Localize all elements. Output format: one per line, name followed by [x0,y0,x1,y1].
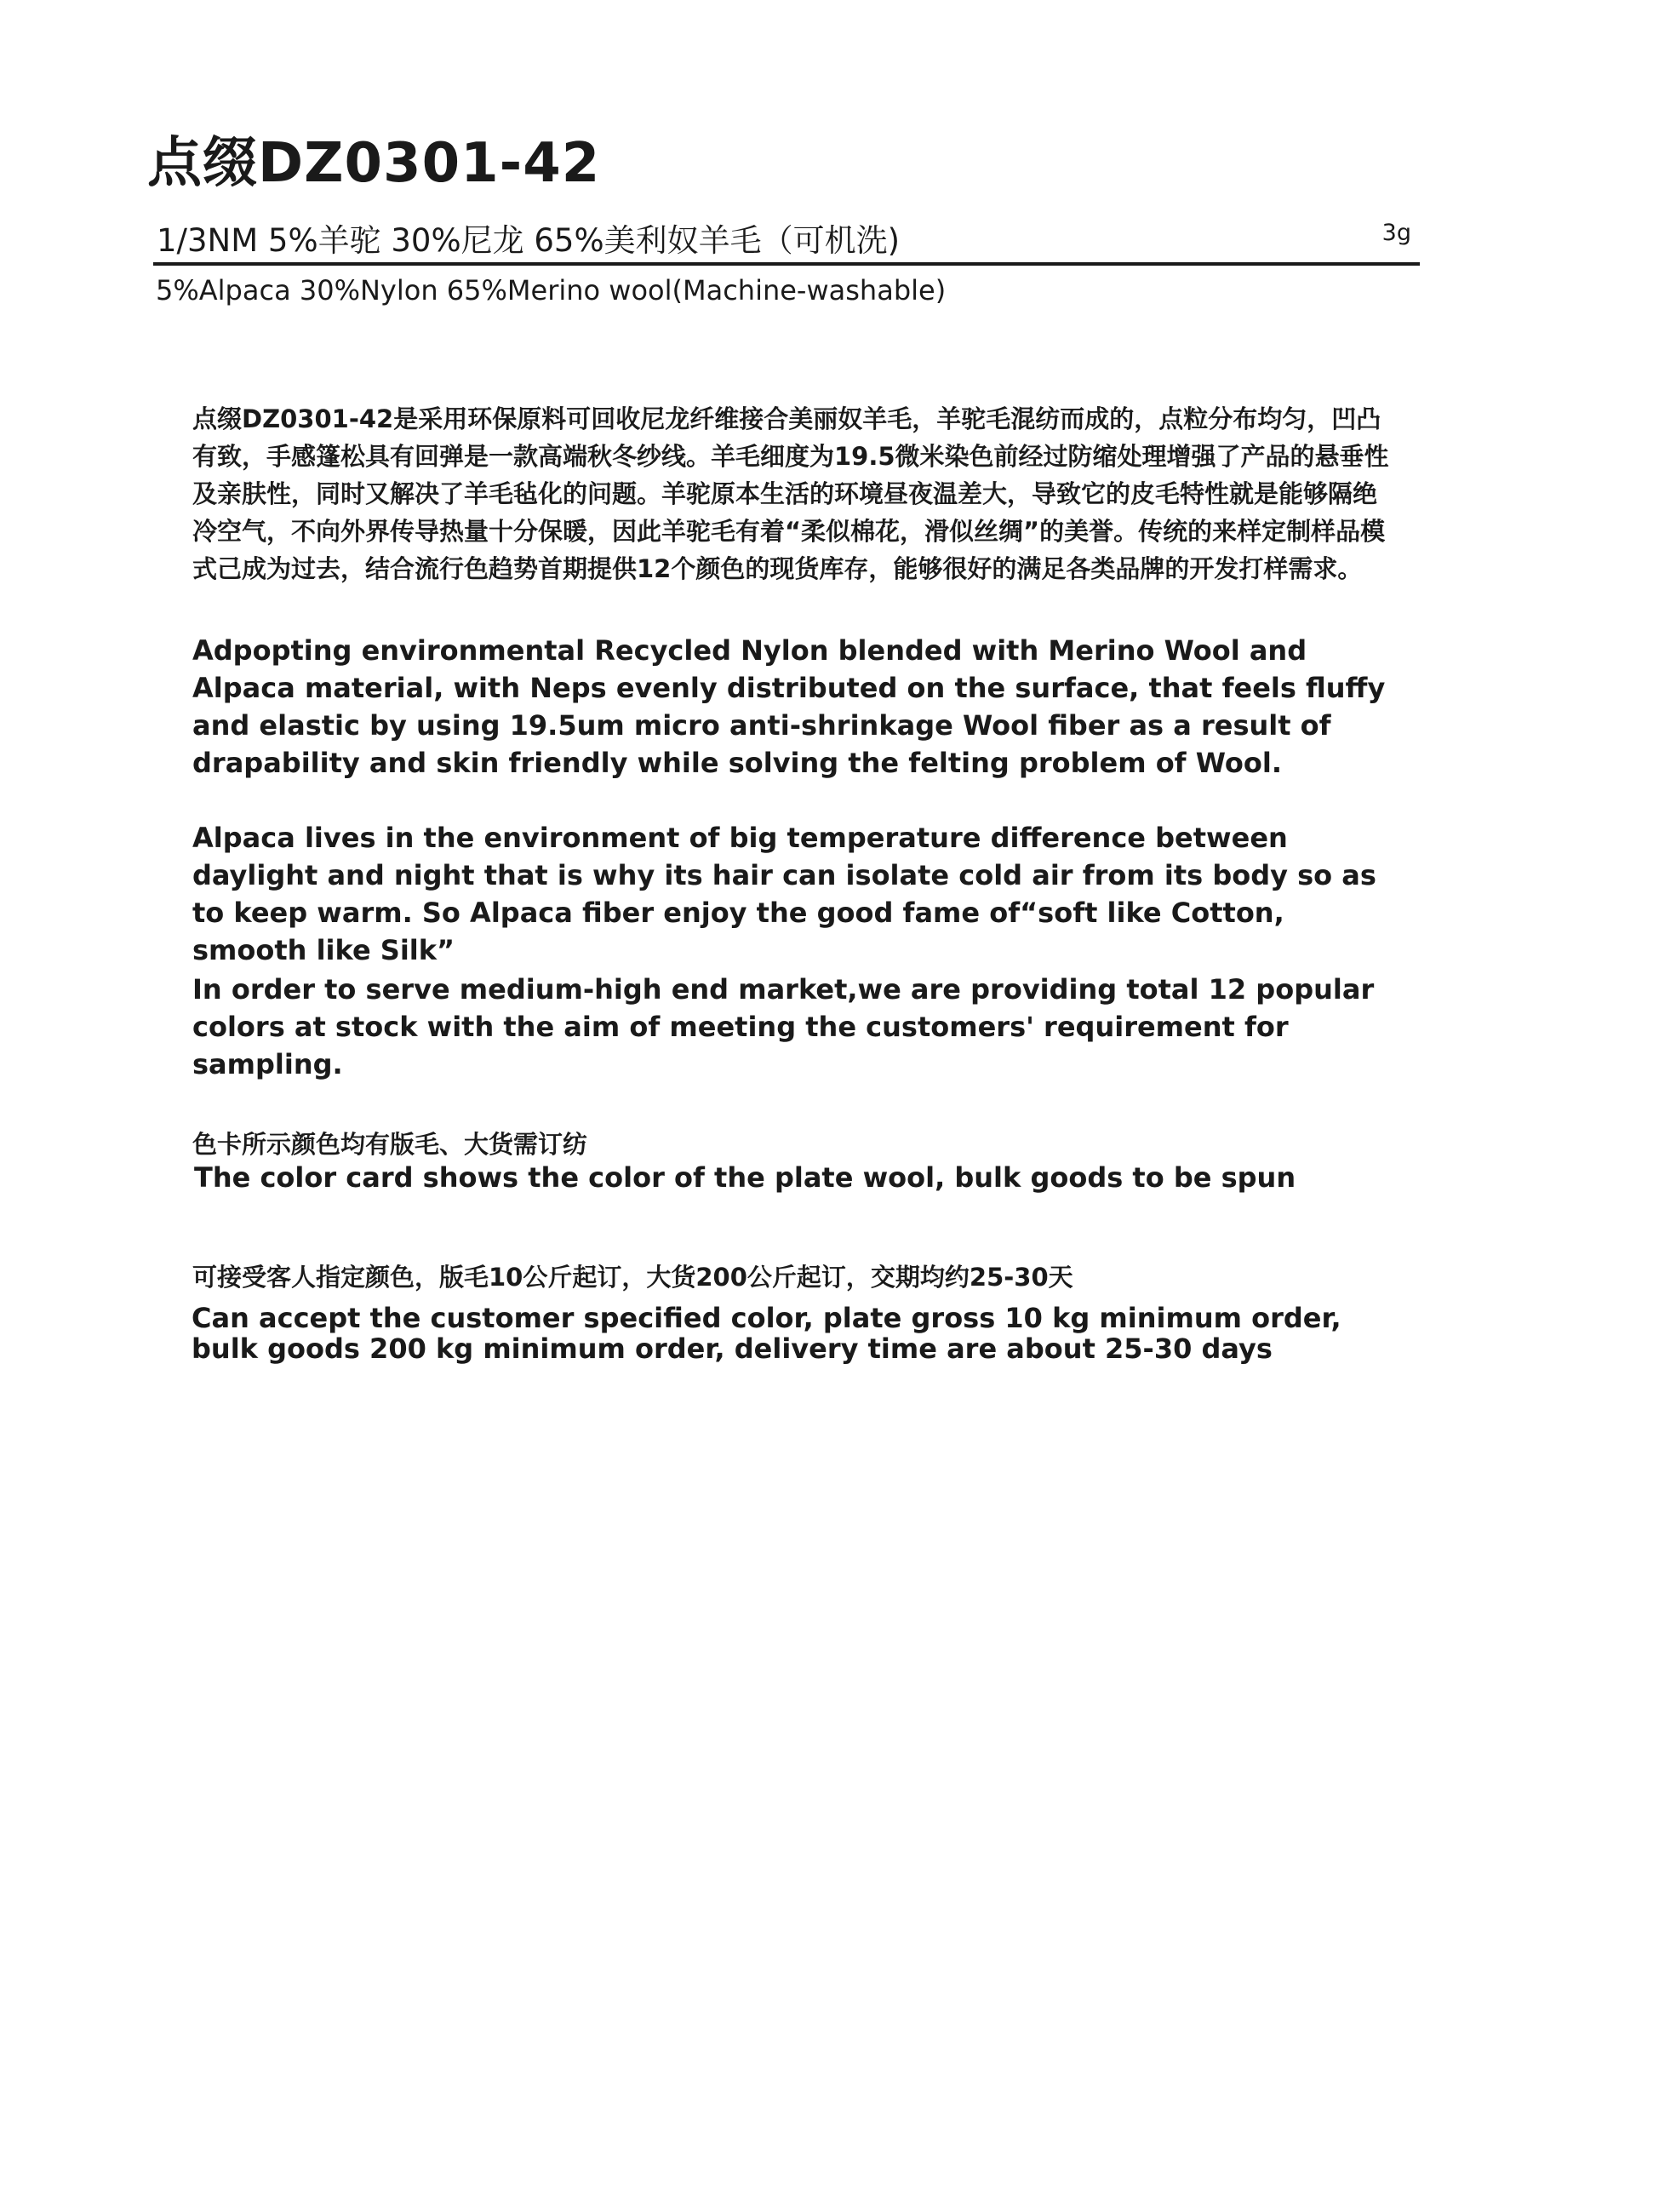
order-note-cn: 可接受客人指定颜色，版毛10公斤起订，大货200公斤起订，交期均约25-30天 [192,1263,1073,1292]
product-title: 点缀DZ0301-42 [147,132,601,195]
order-note-en: Can accept the customer specified color, plate gross 10 kg minimum order, bulk goods 200 kg minimum order, delivery time are about 25-30 days [192,1302,1341,1365]
composition-cn: 1/3NM 5%羊驼 30%尼龙 65%美利奴羊毛（可机洗) [157,222,901,259]
weight-label: 3g [1381,220,1411,246]
description-en-paragraph-1: Adpopting environmental Recycled Nylon blended with Merino Wool and Alpaca material, with Neps evenly distributed on the surface, that feels fluffy and elastic by using 19.5um micro anti-shrinkage Wool fiber as a result of drapability and skin friendly while solving the felting problem of Wool. [192,634,1386,779]
composition-header [153,215,1420,266]
composition-en: 5%Alpaca 30%Nylon 65%Merino wool(Machine-washable) [156,274,947,307]
description-en-paragraph-3: In order to serve medium-high end market,we are providing total 12 popular colors at stock with the aim of meeting the customers' requirement for sampling. [192,973,1375,1080]
description-cn: 点缀DZ0301-42是采用环保原料可回收尼龙纤维接合美丽奴羊毛，羊驼毛混纺而成的，点粒分布均匀，凹凸有致，手感篷松具有回弹是一款高端秋冬纱线。羊毛细度为19.5微米染色前经过防缩处理增强了产品的悬垂性及亲肤性，同时又解决了羊毛毡化的问题。羊驼原本生活的环境昼夜温差大，导致它的皮毛特性就是能够隔绝冷空气，不向外界传导热量十分保暖，因此羊驼毛有着“柔似棉花，滑似丝绸”的美誉。传统的来样定制样品模式己成为过去，结合流行色趋势首期提供12个颜色的现货库存，能够很好的满足各类品牌的开发打样需求。 [192,404,1389,583]
description-en-paragraph-2: Alpaca lives in the environment of big temperature difference between daylight and night that is why its hair can isolate cold air from its body so as to keep warm. So Alpaca fiber enjoy the good fame of“soft like Cotton, smooth like Silk” [192,822,1376,966]
color-card-note-en: The color card shows the color of the plate wool, bulk goods to be spun [194,1161,1296,1194]
color-card-note-cn: 色卡所示颜色均有版毛、大货需订纺 [192,1130,588,1159]
